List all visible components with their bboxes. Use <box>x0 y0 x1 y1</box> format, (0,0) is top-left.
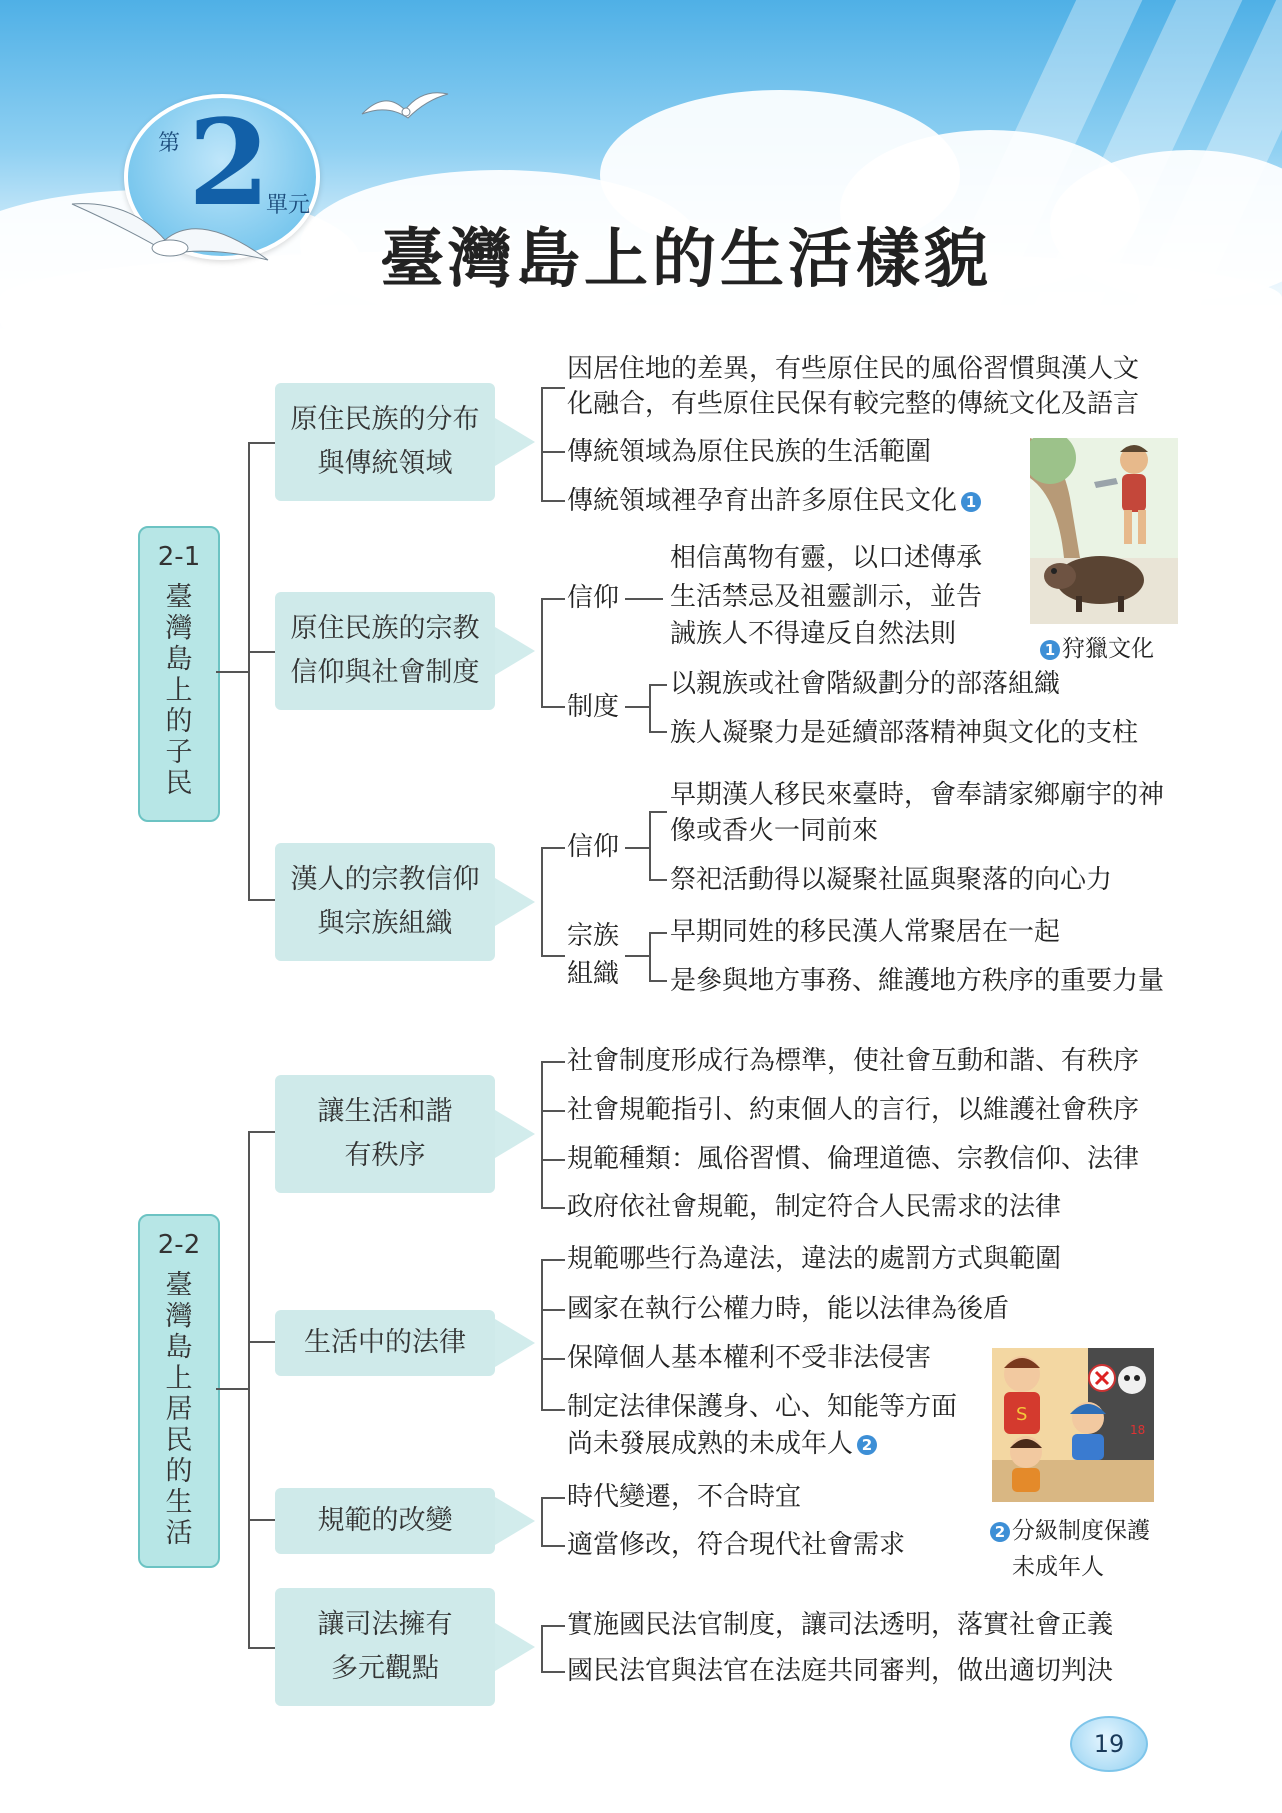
connector-line <box>649 980 667 982</box>
text-item: 因居住地的差異，有些原住民的風俗習慣與漢人文 <box>567 354 1140 384</box>
text-item: 規範種類：風俗習慣、倫理道德、宗教信仰、法律 <box>567 1144 1140 1174</box>
rating-system-illustration <box>992 1348 1154 1502</box>
text-item: 國民法官與法官在法庭共同審判，做出適切判決 <box>567 1656 1114 1686</box>
connector-line <box>541 1207 565 1209</box>
svg-text:S: S <box>1016 1404 1028 1425</box>
connector-line <box>541 847 543 957</box>
section-code: 2-1 <box>157 542 201 572</box>
text-item: 時代變遷，不合時宜 <box>567 1482 802 1512</box>
topic-title-line: 多元觀點 <box>331 1653 439 1684</box>
connector-line <box>625 955 649 957</box>
connector-line <box>248 1131 275 1133</box>
connector-line <box>649 684 667 686</box>
topic-title-line: 讓生活和諧 <box>317 1096 453 1127</box>
connector-line <box>541 847 565 849</box>
topic-box <box>275 1310 495 1376</box>
section-2-1-label <box>138 526 220 822</box>
topic-title-line: 漢人的宗教信仰 <box>290 864 480 895</box>
connector-line <box>649 932 667 934</box>
connector-line <box>541 1358 565 1360</box>
connector-line <box>541 451 565 453</box>
arrow-icon <box>495 1319 535 1367</box>
text-item: 生活禁忌及祖靈訓示，並告 <box>670 582 983 612</box>
text-item: 化融合，有些原住民保有較完整的傳統文化及語言 <box>567 389 1140 419</box>
connector-line <box>541 1545 565 1547</box>
topic-title-line: 原住民族的分布 <box>290 404 480 435</box>
text-item: 社會制度形成行為標準，使社會互動和諧、有秩序 <box>567 1046 1140 1076</box>
connector-line <box>649 684 651 733</box>
text-item: 政府依社會規範，制定符合人民需求的法律 <box>567 1192 1062 1222</box>
group-label <box>567 917 619 993</box>
connector-line <box>216 1388 248 1390</box>
unit-number: 2 <box>188 93 271 232</box>
figure-marker: 2 <box>990 1522 1010 1542</box>
topic-box <box>275 843 495 961</box>
connector-line <box>541 1671 565 1673</box>
text-item: 誡族人不得違反自然法則 <box>670 619 957 649</box>
topic-box <box>275 1588 495 1706</box>
group-label-line: 宗族 <box>567 921 620 951</box>
connector-line <box>541 1259 565 1261</box>
seagull-icon <box>70 190 270 280</box>
figure-caption-text: 分級制度保護 <box>1012 1518 1150 1544</box>
connector-line <box>649 811 651 881</box>
figure-caption-line: 未成年人 <box>1012 1554 1104 1580</box>
group-label: 信仰 <box>567 832 620 862</box>
connector-line <box>541 1497 565 1499</box>
connector-line <box>248 1131 250 1649</box>
topic-title-line: 與宗族組織 <box>317 908 453 939</box>
connector-line <box>541 1309 565 1311</box>
seagull-icon <box>360 84 450 128</box>
connector-line <box>625 847 649 849</box>
text-item: 族人凝聚力是延續部落精神與文化的支柱 <box>670 718 1139 748</box>
topic-box <box>275 1488 495 1554</box>
topic-title-line: 規範的改變 <box>317 1505 453 1536</box>
arrow-icon <box>495 1497 535 1545</box>
text-item: 早期同姓的移民漢人常聚居在一起 <box>670 917 1061 947</box>
text-item: 規範哪些行為違法，違法的處罰方式與範圍 <box>567 1244 1062 1274</box>
text-item: 相信萬物有靈，以口述傳承 <box>670 543 983 573</box>
text-item: 適當修改，符合現代社會需求 <box>567 1530 906 1560</box>
figure-caption-text: 狩獵文化 <box>1062 636 1154 662</box>
connector-line <box>248 1341 275 1343</box>
unit-prefix: 第 <box>158 131 181 156</box>
topic-title-line: 讓司法擁有 <box>317 1609 453 1640</box>
connector-line <box>541 1110 565 1112</box>
figure-marker: 1 <box>1040 640 1060 660</box>
group-label: 制度 <box>567 692 620 722</box>
connector-line <box>541 1159 565 1161</box>
topic-title-line: 與傳統領域 <box>317 448 453 479</box>
section-code: 2-2 <box>157 1230 201 1260</box>
connector-line <box>541 955 565 957</box>
connector-line <box>649 879 667 881</box>
topic-box <box>275 383 495 501</box>
section-name: 臺灣島上的子民 <box>165 582 193 799</box>
figure-marker: 2 <box>857 1435 877 1455</box>
page-header <box>0 0 1282 330</box>
text-item: 社會規範指引、約束個人的言行，以維護社會秩序 <box>567 1095 1140 1125</box>
connector-line <box>649 932 651 982</box>
rating-sign-number: 18 <box>1130 1423 1146 1437</box>
page-number: 19 <box>1070 1716 1148 1772</box>
figure-caption <box>1040 630 1154 663</box>
connector-line <box>541 1259 543 1411</box>
section-2-2-label <box>138 1214 220 1568</box>
connector-line <box>649 811 667 813</box>
connector-line <box>541 1625 543 1673</box>
unit-suffix: 單元 <box>266 193 311 218</box>
connector-line <box>541 598 565 600</box>
connector-line <box>248 1647 275 1649</box>
connector-line <box>216 671 248 673</box>
connector-line <box>541 1497 543 1547</box>
connector-line <box>541 1625 565 1627</box>
text-item: 以親族或社會階級劃分的部落組織 <box>670 669 1061 699</box>
group-label: 信仰 <box>567 583 620 613</box>
arrow-icon <box>495 418 535 466</box>
connector-line <box>541 387 543 501</box>
topic-title-line: 原住民族的宗教 <box>290 613 480 644</box>
connector-line <box>248 442 275 444</box>
hunting-illustration <box>1030 438 1178 624</box>
topic-title-line: 有秩序 <box>344 1140 426 1171</box>
topic-title-line: 生活中的法律 <box>304 1327 466 1358</box>
figure-marker: 1 <box>961 492 981 512</box>
connector-line <box>541 1061 565 1063</box>
text-item <box>567 485 981 517</box>
text-item: 是參與地方事務、維護地方秩序的重要力量 <box>670 966 1165 996</box>
arrow-icon <box>495 1110 535 1158</box>
page-title: 臺灣島上的生活樣貌 <box>380 223 992 297</box>
text-item: 像或香火一同前來 <box>670 816 879 846</box>
group-label-line: 組織 <box>567 959 620 989</box>
figure-caption <box>990 1512 1150 1545</box>
topic-box <box>275 592 495 710</box>
text-item: 實施國民法官制度，讓司法透明，落實社會正義 <box>567 1610 1114 1640</box>
topic-title-line: 信仰與社會制度 <box>290 657 480 688</box>
connector-line <box>248 651 275 653</box>
arrow-icon <box>495 627 535 675</box>
text-item-label: 尚未發展成熟的未成年人 <box>567 1429 854 1459</box>
text-item: 保障個人基本權利不受非法侵害 <box>567 1343 932 1373</box>
connector-line <box>541 500 565 502</box>
text-item <box>567 1428 877 1460</box>
connector-line <box>248 442 250 901</box>
connector-line <box>625 706 649 708</box>
section-name: 臺灣島上居民的生活 <box>165 1270 193 1549</box>
arrow-icon <box>495 1623 535 1671</box>
connector-line <box>541 1409 565 1411</box>
text-item: 傳統領域為原住民族的生活範圍 <box>567 437 932 467</box>
topic-box <box>275 1075 495 1193</box>
text-item-label: 傳統領域裡孕育出許多原住民文化 <box>567 486 958 516</box>
text-item: 制定法律保護身、心、知能等方面 <box>567 1392 958 1422</box>
connector-line <box>248 899 275 901</box>
connector-line <box>541 706 565 708</box>
connector-line <box>541 598 543 708</box>
connector-line <box>541 387 565 389</box>
connector-line <box>649 731 667 733</box>
text-item: 國家在執行公權力時，能以法律為後盾 <box>567 1294 1010 1324</box>
text-item: 祭祀活動得以凝聚社區與聚落的向心力 <box>670 865 1113 895</box>
arrow-icon <box>495 878 535 926</box>
connector-line <box>248 1519 275 1521</box>
text-item: 早期漢人移民來臺時，會奉請家鄉廟宇的神 <box>670 780 1165 810</box>
connector-line <box>625 598 663 600</box>
connector-line <box>541 1061 543 1209</box>
